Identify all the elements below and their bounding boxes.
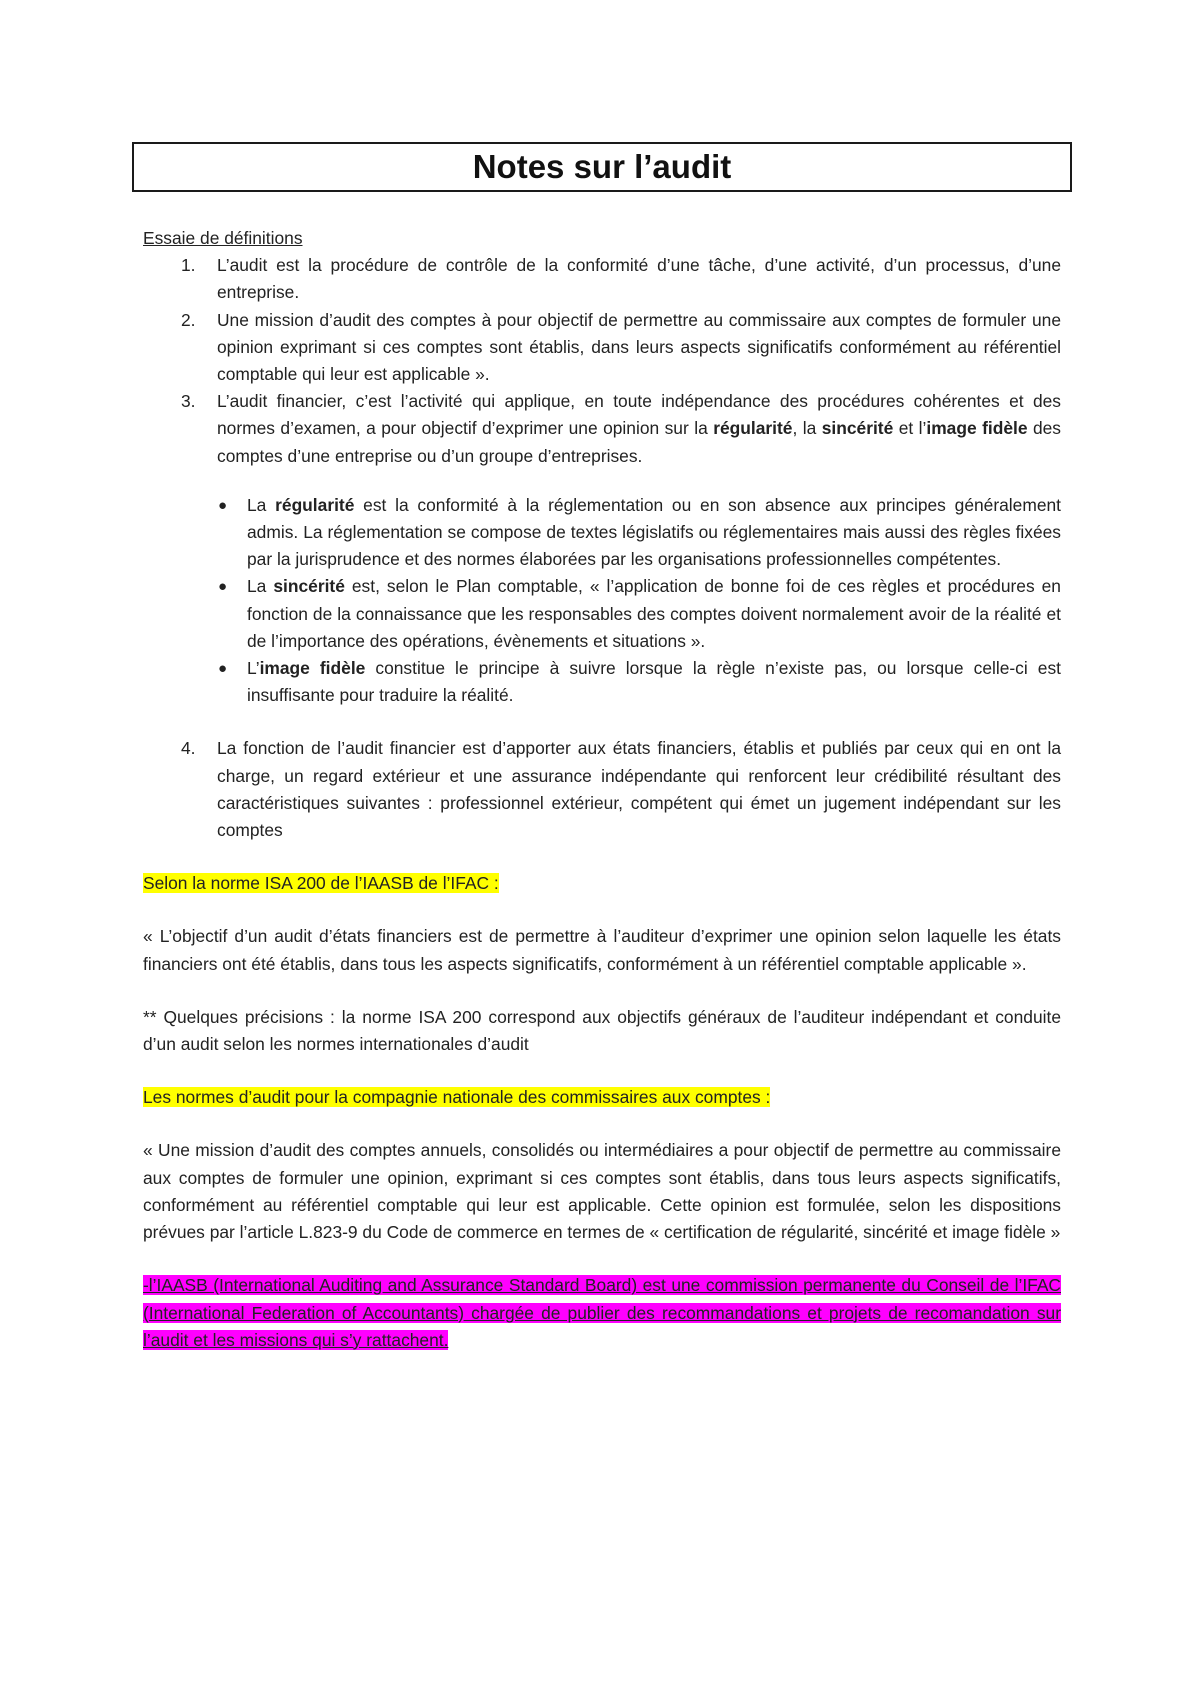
isa-heading-paragraph [143, 870, 1061, 897]
term-sincerite: sincérité [273, 576, 345, 597]
bullet-item [143, 492, 1061, 574]
iaasb-note-paragraph [143, 1272, 1061, 1354]
list-item-text: des comptes d’une entreprise ou d’un groupe d’entreprises. [217, 418, 1061, 466]
list-item-text: , la [792, 418, 822, 439]
bullet-icon: ● [218, 578, 228, 596]
bullet-text: est, selon le Plan comptable, « l’application de bonne foi de ces règles et procédures en fonction de la connaissance que les responsables des comptes doivent normalement avoir de la réalité et de l’importance des opérations, évènements et situations ». [247, 576, 1061, 651]
cncc-heading: Les normes d’audit pour la compagnie nationale des commissaires aux comptes : [143, 1087, 771, 1108]
bullet-text: constitue le principe à suivre lorsque la règle n’existe pas, ou lorsque celle-ci est insuffisante pour traduire la réalité. [247, 658, 1062, 706]
list-item-text: La fonction de l’audit financier est d’apporter aux états financiers, établis et publiés par ceux qui en ont la charge, un regard extérieur et une assurance indépendante qui renforcent leur crédibilité résultant des caractéristiques suivantes : professionnel extérieur, compétent qui émet un jugement indépendant sur les comptes [217, 738, 1061, 841]
bullet-icon: ● [218, 496, 228, 514]
definitions-list [143, 252, 1061, 470]
list-number: 2. [181, 309, 196, 330]
bullet-text: est la conformité à la réglementation ou en son absence aux principes généralement admis. La réglementation se compose de textes législatifs ou réglementaires mais aussi des règles fixées par la jurisprudence et des normes élaborées par les organisations professionnelles compétentes. [247, 494, 1061, 570]
bullet-text: La [247, 576, 274, 597]
list-item [143, 388, 1061, 470]
term-regularite: régularité [275, 494, 355, 515]
list-item-text: L’audit est la procédure de contrôle de la conformité d’une tâche, d’une activité, d’un processus, d’une entreprise. [217, 255, 1061, 303]
isa-heading: Selon la norme ISA 200 de l’IAASB de l’IFAC : [143, 873, 499, 894]
term-regularite: régularité [713, 418, 793, 439]
document-body [143, 225, 1061, 1354]
isa-precisions: ** Quelques précisions : la norme ISA 200 correspond aux objectifs généraux de l’auditeur indépendant et conduite d’un audit selon les normes internationales d’audit [143, 1006, 1061, 1055]
bullet-text: L’ [247, 658, 260, 679]
section-subheading: Essaie de définitions [143, 228, 303, 248]
bullet-icon: ● [218, 660, 228, 678]
list-item [143, 307, 1061, 389]
list-number: 1. [181, 255, 196, 276]
term-sincerite: sincérité [821, 418, 894, 439]
list-item-text: L’audit financier, c’est l’activité qui applique, en toute indépendance des procédures cohérentes et des normes d’examen, a pour objectif d’exprimer une opinion sur la [217, 391, 1061, 439]
list-number: 4. [181, 738, 196, 759]
term-image-fidele: image fidèle [259, 658, 366, 679]
bullet-item [143, 655, 1061, 709]
list-item-text: Une mission d’audit des comptes à pour objectif de permettre au commissaire aux comptes de formuler une opinion exprimant si ces comptes sont établis, dans leurs aspects significatifs conformément au référentiel comptable qui leur est applicable ». [217, 309, 1061, 385]
definitions-list-continued [143, 735, 1061, 844]
isa-quote: « L’objectif d’un audit d’états financiers est de permettre à l’auditeur d’exprimer une opinion selon laquelle les états financiers ont été établis, dans tous les aspects significatifs, conformément à un référentiel comptable applicable ». [143, 926, 1061, 974]
title-box [132, 142, 1072, 192]
cncc-heading-paragraph [143, 1084, 1061, 1111]
bullet-text: La [247, 494, 276, 515]
cncc-quote: « Une mission d’audit des comptes annuels, consolidés ou intermédiaires a pour objectif de permettre au commissaire aux comptes de formuler une opinion, exprimant si ces comptes sont établis, dans tous leurs aspects significatifs, conformément au référentiel comptable qui leur est applicable. Cette opinion est formulée, selon les dispositions prévues par l’article L.823-9 du Code de commerce en termes de « certification de régularité, sincérité et image fidèle » [143, 1140, 1061, 1243]
list-item [143, 252, 1061, 306]
term-image-fidele: image fidèle [926, 418, 1028, 439]
page-title: Notes sur l’audit [472, 148, 732, 185]
iaasb-note: -l’IAASB (International Auditing and Assurance Standard Board) est une commission permanente du Conseil de l’IFAC (International Federation of Accountants) chargée de publier des recommandations et projets de recomandation sur l’audit et les missions qui s’y rattachent. [143, 1275, 1061, 1350]
list-item [143, 735, 1061, 844]
list-number: 3. [181, 391, 196, 412]
bullet-list [143, 492, 1061, 710]
list-item-text: et l’ [893, 418, 927, 439]
bullet-item [143, 573, 1061, 655]
